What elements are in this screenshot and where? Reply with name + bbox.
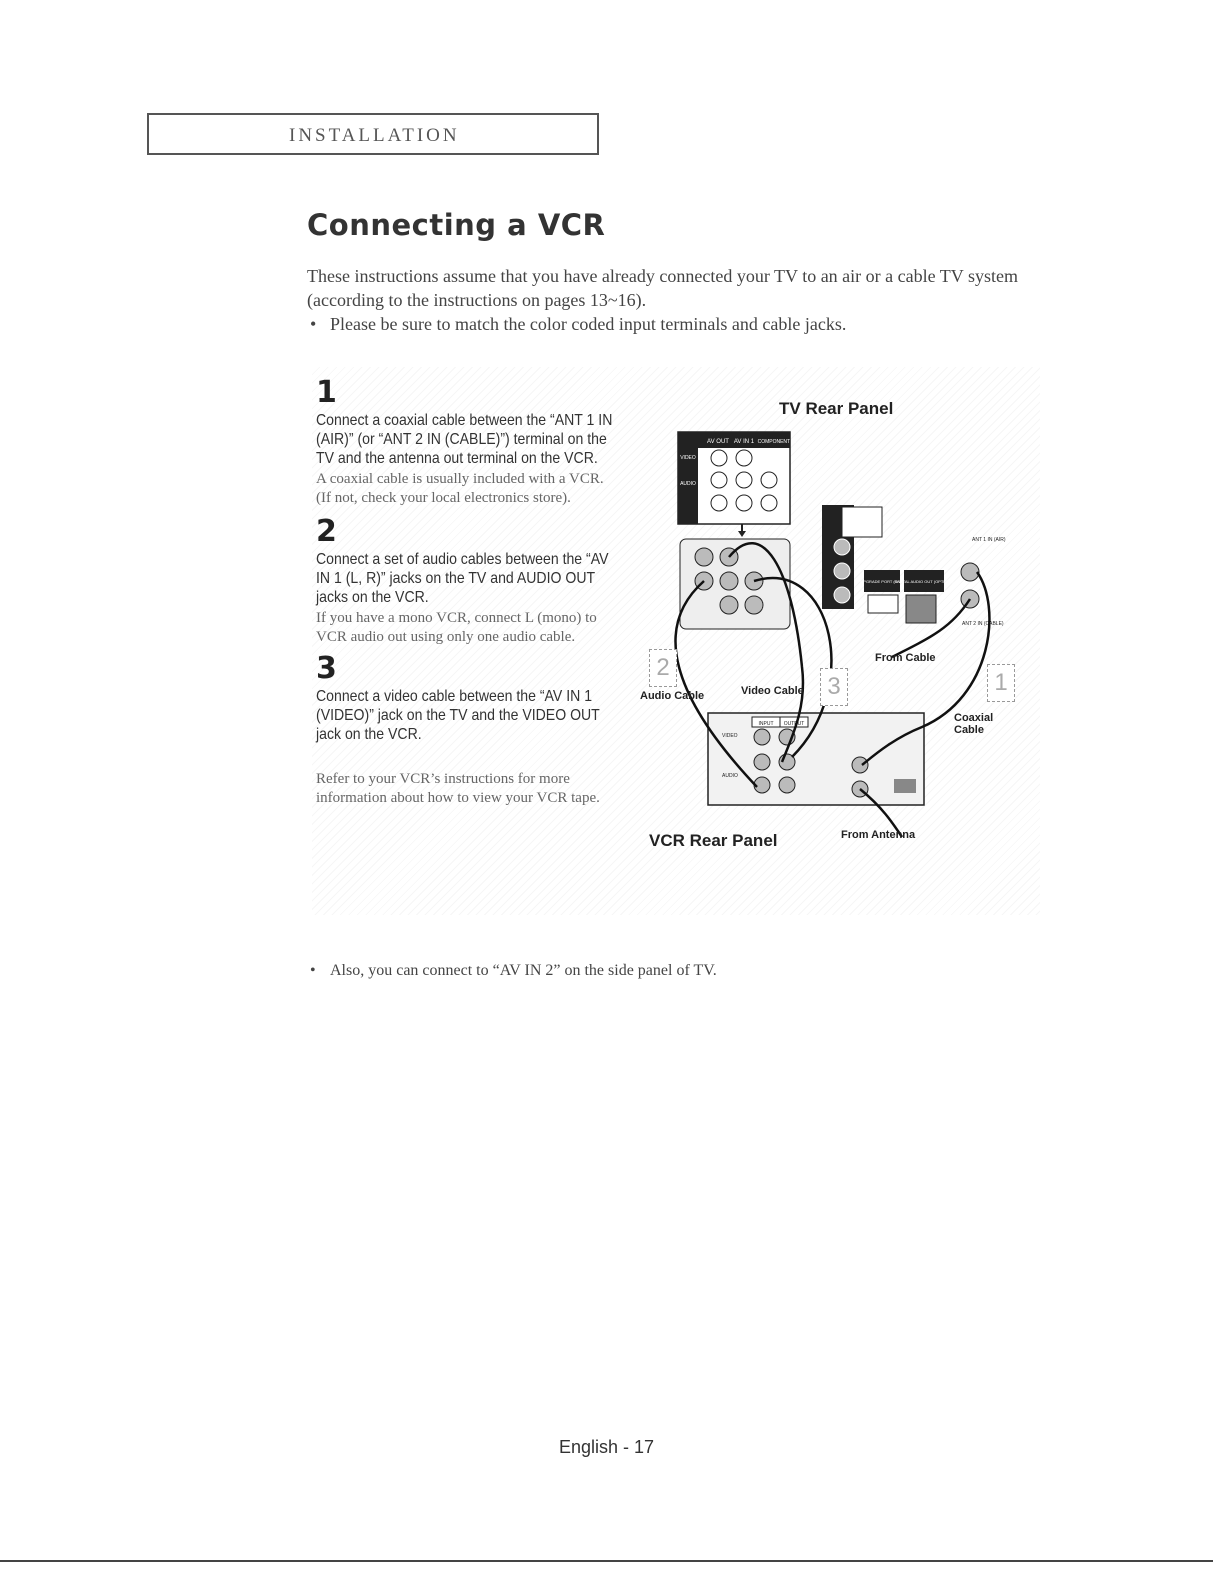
section-label: INSTALLATION xyxy=(289,125,460,146)
svg-text:ANT 1 IN (AIR): ANT 1 IN (AIR) xyxy=(972,537,1006,543)
tv-rear-jacks xyxy=(680,539,790,629)
bullet-item xyxy=(310,962,1030,980)
connection-diagram xyxy=(632,367,1040,915)
bottom-rule xyxy=(0,1560,1213,1562)
svg-text:UPGRADE PORT (S/W): UPGRADE PORT (S/W) xyxy=(860,579,904,584)
svg-text:VIDEO: VIDEO xyxy=(680,455,696,461)
video-cable-label: Video Cable xyxy=(741,685,804,697)
svg-text:AV OUT: AV OUT xyxy=(707,439,729,445)
step-note: A coaxial cable is usually included with a VCR. (If not, check your local electronics store). xyxy=(316,471,604,506)
svg-text:VIDEO: VIDEO xyxy=(722,733,738,739)
audio-cable-label: Audio Cable xyxy=(640,690,705,702)
callout-3: 3 xyxy=(820,668,848,706)
coaxial-cable-label: Coaxial Cable xyxy=(954,712,994,736)
callout-1: 1 xyxy=(987,664,1015,702)
step-number: 2 xyxy=(316,514,337,549)
tv-av-jack-block xyxy=(678,432,797,524)
step-note: If you have a mono VCR, connect L (mono) to VCR audio out using only one audio cable. xyxy=(316,610,597,645)
step-text: Connect a set of audio cables between the “AV IN 1 (L, R)” jacks on the TV and AUDIO OUT jacks on the VCR. xyxy=(316,551,609,606)
bullet-dot: • xyxy=(310,314,317,334)
step-text: Connect a coaxial cable between the “ANT 1 IN (AIR)” (or “ANT 2 IN (CABLE)”) terminal on the TV and the antenna out terminal on the VCR. xyxy=(316,412,613,467)
vcr-rear-panel-label: VCR Rear Panel xyxy=(649,831,778,850)
tv-rear-panel-label: TV Rear Panel xyxy=(779,399,894,418)
from-antenna-label: From Antenna xyxy=(841,829,916,841)
from-cable-label: From Cable xyxy=(875,652,936,664)
bullet-dot: • xyxy=(310,962,316,979)
page-title: Connecting a VCR xyxy=(307,208,606,242)
bullet-text: Please be sure to match the color coded input terminals and cable jacks. xyxy=(330,314,847,334)
tv-side-strip xyxy=(822,505,882,609)
step-number: 1 xyxy=(316,375,337,410)
page-footer: English - 17 xyxy=(558,1437,655,1457)
intro-paragraph: These instructions assume that you have already connected your TV to an air or a cable TV system (according to the instructions on pages 13~16). xyxy=(307,266,1018,310)
svg-text:DIGITAL AUDIO OUT (OPTICAL): DIGITAL AUDIO OUT (OPTICAL) xyxy=(894,579,954,584)
svg-text:INPUT: INPUT xyxy=(758,721,774,727)
svg-text:AUDIO: AUDIO xyxy=(680,481,696,487)
svg-text:ANT 2 IN (CABLE): ANT 2 IN (CABLE) xyxy=(962,621,1004,627)
bullet-item xyxy=(310,314,1030,335)
section-header xyxy=(147,113,599,155)
svg-text:AUDIO: AUDIO xyxy=(722,773,738,779)
steps-column xyxy=(312,375,622,808)
bullet-text: Also, you can connect to “AV IN 2” on the side panel of TV. xyxy=(330,962,717,979)
callout-2: 2 xyxy=(649,649,677,687)
svg-text:OUTPUT: OUTPUT xyxy=(783,721,805,727)
svg-text:COMPONENT IN: COMPONENT IN xyxy=(757,439,797,445)
svg-text:AV IN 1: AV IN 1 xyxy=(733,439,755,445)
tv-upgrade-digital-block xyxy=(860,570,954,623)
step-number: 3 xyxy=(316,651,337,686)
step-text: Connect a video cable between the “AV IN 1 (VIDEO)” jack on the TV and the VIDEO OUT jack on the VCR. xyxy=(316,688,600,743)
instruction-panel xyxy=(312,367,1040,915)
refer-note: Refer to your VCR’s instructions for more information about how to view your VCR tape. xyxy=(316,771,600,806)
